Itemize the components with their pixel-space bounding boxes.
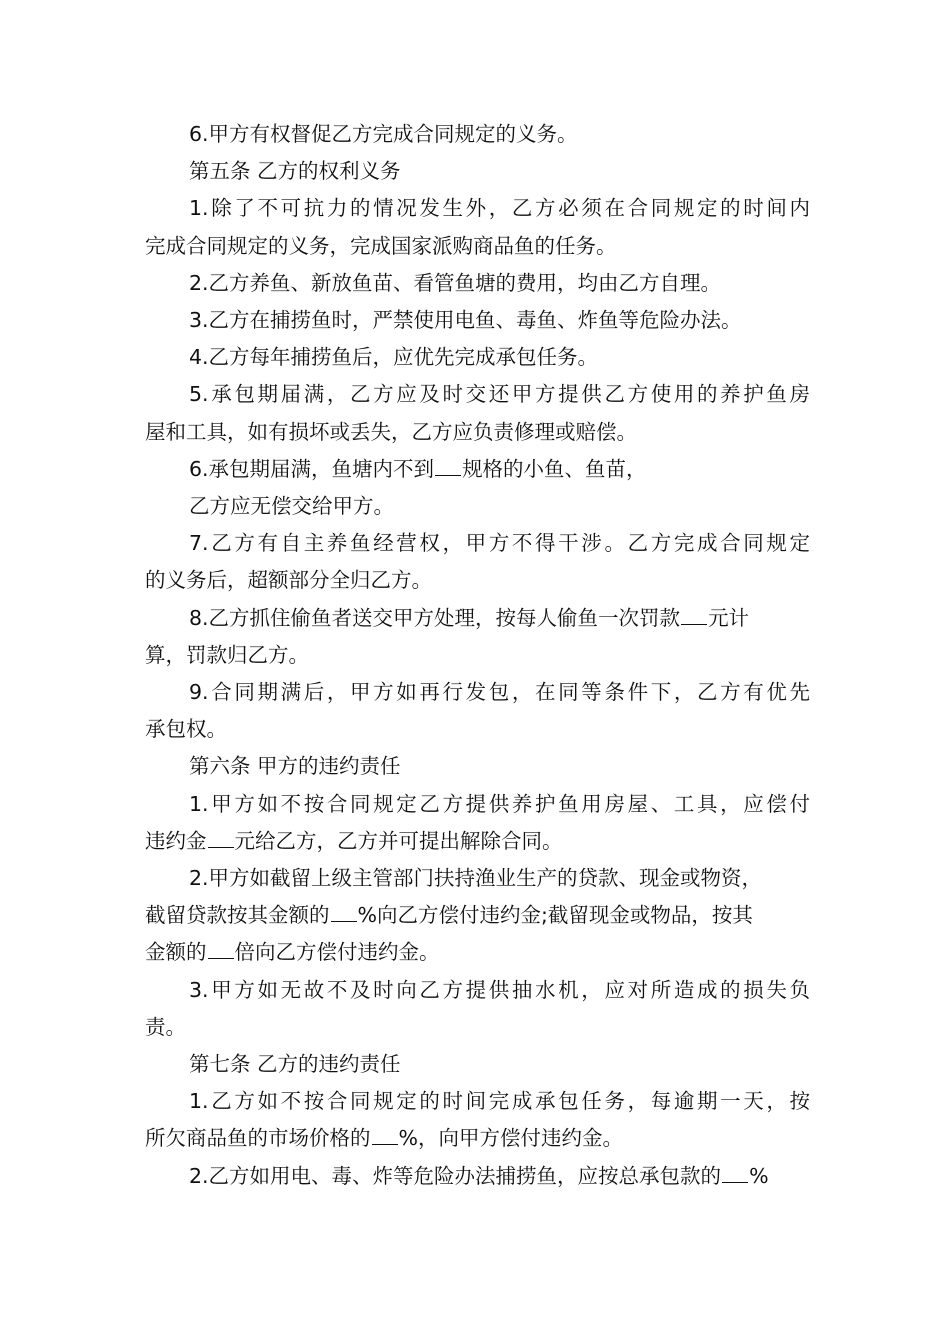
article-5-heading: 第五条 乙方的权利义务 (189, 159, 401, 184)
article-6-item-2-line-3 (145, 934, 810, 971)
article-6-heading: 第六条 甲方的违约责任 (189, 754, 401, 779)
article-6-item-1-line-1: 1.甲方如不按合同规定乙方提供养护鱼用房屋、工具，应偿付 (189, 791, 810, 816)
text-segment: 2.乙方如用电、毒、炸等危险办法捕捞鱼，应按总承包款的 (189, 1163, 722, 1188)
blank-underline (331, 901, 357, 922)
article-5-item-1-line-2: 完成合同规定的义务，完成国家派购商品鱼的任务。 (145, 233, 617, 258)
article-5-item-1-line-1: 1.除了不可抗力的情况发生外，乙方必须在合同规定的时间内 (189, 196, 810, 221)
article-6-item-3-line-1: 3.甲方如无故不及时向乙方提供抽水机，应对所造成的损失负 (189, 977, 810, 1002)
article-5-item-4-line: 4.乙方每年捕捞鱼后，应优先完成承包任务。 (189, 345, 599, 370)
blank-underline (208, 827, 234, 848)
article-5-item-6-line-2: 乙方应无偿交给甲方。 (189, 494, 394, 519)
document-body (145, 116, 810, 1195)
article-5-item-2-line: 2.乙方养鱼、新放鱼苗、看管鱼塘的费用，均由乙方自理。 (189, 270, 722, 295)
blank-underline (681, 604, 707, 625)
text-segment: 倍向乙方偿付违约金。 (234, 940, 440, 965)
text-segment: 元给乙方，乙方并可提出解除合同。 (234, 828, 563, 853)
article-6-item-3-line-2: 责。 (145, 1014, 186, 1039)
article-5-item-5-line-2: 屋和工具，如有损坏或丢失，乙方应负责修理或赔偿。 (145, 419, 637, 444)
blank-underline (435, 455, 461, 476)
article-5-item-7-line-2: 的义务后，超额部分全归乙方。 (145, 568, 432, 593)
text-segment: 规格的小鱼、鱼苗， (462, 456, 647, 481)
article-6-item-2-line-2 (145, 897, 810, 934)
text-segment: 违约金 (145, 828, 207, 853)
article-5-item-9-line-2: 承包权。 (145, 717, 227, 742)
article-5-item-6-line-1 (145, 451, 810, 488)
text-segment: %向乙方偿付违约金;截留现金或物品，按其 (357, 903, 753, 928)
article-5-item-5-line-1: 5.承包期届满，乙方应及时交还甲方提供乙方使用的养护鱼房 (189, 382, 810, 407)
blank-underline (208, 938, 234, 959)
article-5-item-9-line-1: 9.合同期满后，甲方如再行发包，在同等条件下，乙方有优先 (189, 680, 810, 705)
article-5-item-3-line: 3.乙方在捕捞鱼时，严禁使用电鱼、毒鱼、炸鱼等危险办法。 (189, 308, 742, 333)
article-5-item-8-line-1 (145, 600, 810, 637)
article-7-item-2-line-1 (145, 1158, 810, 1195)
article-6-item-1-line-2 (145, 823, 810, 860)
article-7-item-1-line-1: 1.乙方如不按合同规定的时间完成承包任务，每逾期一天，按 (189, 1089, 810, 1114)
text-segment: 金额的 (145, 940, 207, 965)
text-segment: %，向甲方偿付违约金。 (398, 1126, 623, 1151)
blank-underline (722, 1162, 748, 1183)
text-segment: 截留贷款按其金额的 (145, 903, 330, 928)
article-7-heading: 第七条 乙方的违约责任 (189, 1052, 401, 1077)
text-segment: 元计 (708, 605, 750, 630)
text-segment: % (749, 1163, 769, 1188)
article-5-item-7-line-1: 7.乙方有自主养鱼经营权，甲方不得干涉。乙方完成合同规定 (189, 531, 810, 556)
text-segment: 8.乙方抓住偷鱼者送交甲方处理，按每人偷鱼一次罚款 (189, 605, 681, 630)
article-6-item-2-line-1: 2.甲方如截留上级主管部门扶持渔业生产的贷款、现金或物资， (189, 866, 763, 891)
clause-5-6-line: 6.甲方有权督促乙方完成合同规定的义务。 (189, 122, 578, 146)
blank-underline (372, 1124, 398, 1145)
text-segment: 所欠商品鱼的市场价格的 (145, 1126, 371, 1151)
article-5-item-8-line-2: 算，罚款归乙方。 (145, 642, 309, 667)
article-7-item-1-line-2 (145, 1120, 810, 1157)
text-segment: 6.承包期届满，鱼塘内不到 (189, 456, 435, 481)
